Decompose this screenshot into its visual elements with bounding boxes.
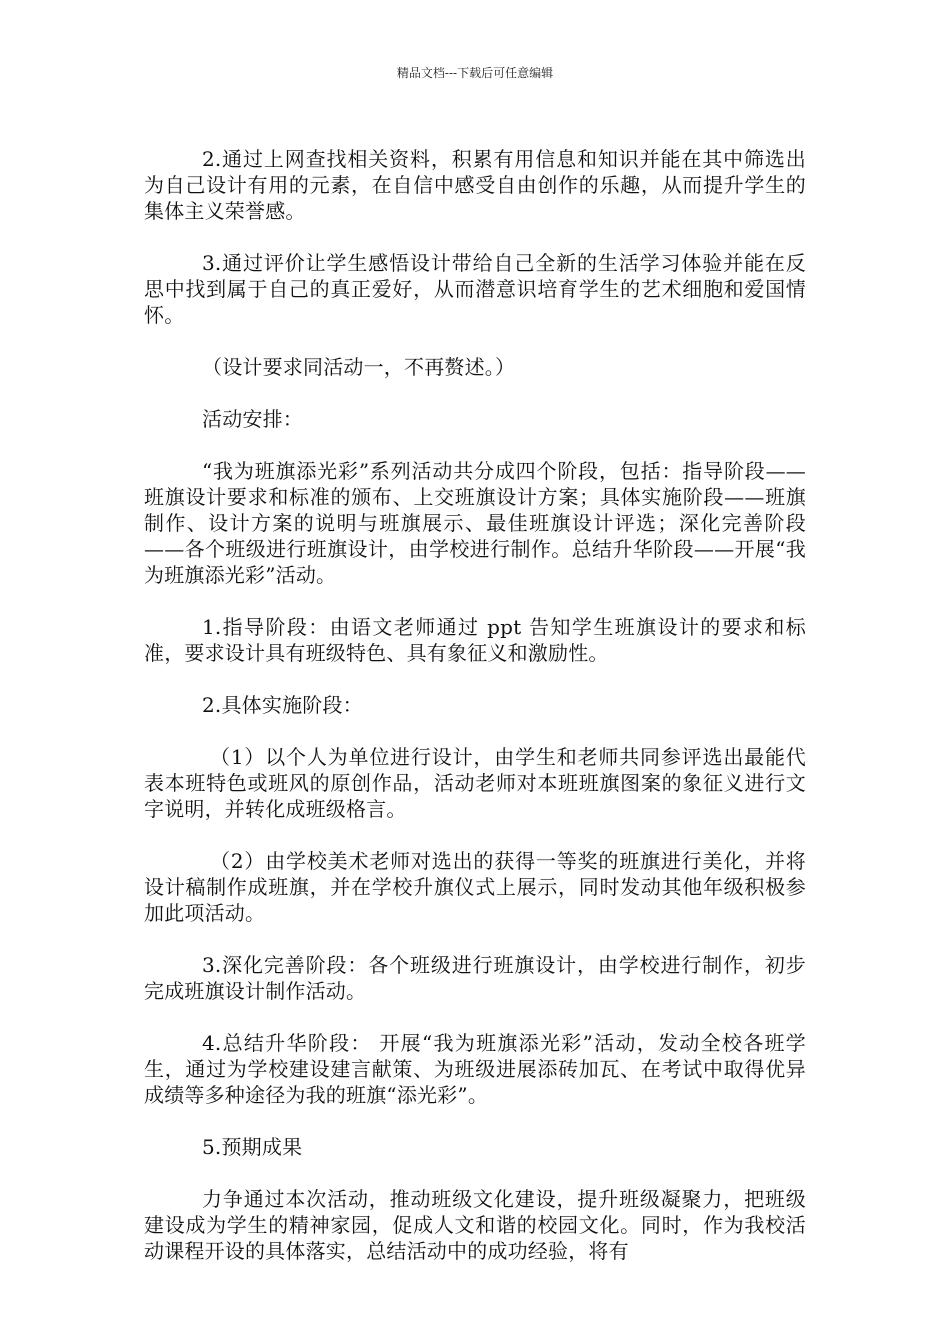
paragraph-objective-2: 2.通过上网查找相关资料，积累有用信息和知识并能在其中筛选出为自己设计有用的元素，在自信中感受自由创作的乐趣，从而提升学生的集体主义荣誉感。 xyxy=(144,147,806,223)
paragraph-stage-3: 3.深化完善阶段：各个班级进行班旗设计，由学校进行制作，初步完成班旗设计制作活动。 xyxy=(144,953,806,1003)
paragraph-stage-2-heading: 2.具体实施阶段： xyxy=(202,693,363,717)
paragraph-stage-4: 4.总结升华阶段： 开展“我为班旗添光彩”活动，发动全校各班学生，通过为学校建设建言献策、为班级进展添砖加瓦、在考试中取得优异成绩等多种途径为我的班旗“添光彩”。 xyxy=(144,1031,806,1107)
document-body xyxy=(144,146,806,1290)
paragraph-expected-results-heading: 5.预期成果 xyxy=(202,1135,303,1159)
paragraph-stage-2-item-1: （1）以个人为单位进行设计，由学生和老师共同参评选出最能代表本班特色或班风的原创作品，活动老师对本班班旗图案的象征义进行文字说明，并转化成班级格言。 xyxy=(144,745,806,821)
paragraph-activity-heading: 活动安排： xyxy=(202,407,303,431)
paragraph-design-note: （设计要求同活动一，不再赘述。） xyxy=(202,355,516,379)
paragraph-objective-3: 3.通过评价让学生感悟设计带给自己全新的生活学习体验并能在反思中找到属于自己的真正爱好，从而潜意识培育学生的艺术细胞和爱国情怀。 xyxy=(144,251,806,327)
page-header: 精品文档---下载后可任意编辑 xyxy=(396,66,554,80)
paragraph-stage-1: 1.指导阶段：由语文老师通过 ppt 告知学生班旗设计的要求和标准，要求设计具有班级特色、具有象征义和激励性。 xyxy=(144,615,806,665)
paragraph-stage-2-item-2: （2）由学校美术老师对选出的获得一等奖的班旗进行美化，并将设计稿制作成班旗，并在学校升旗仪式上展示，同时发动其他年级积极参加此项活动。 xyxy=(144,849,806,925)
paragraph-activity-overview: “我为班旗添光彩”系列活动共分成四个阶段，包括：指导阶段——班旗设计要求和标准的颁布、上交班旗设计方案；具体实施阶段——班旗制作、设计方案的说明与班旗展示、最佳班旗设计评选；深化完善阶段——各个班级进行班旗设计，由学校进行制作。总结升华阶段——开展“我为班旗添光彩”活动。 xyxy=(144,459,806,587)
paragraph-expected-results: 力争通过本次活动，推动班级文化建设，提升班级凝聚力，把班级建设成为学生的精神家园，促成人文和谐的校园文化。同时，作为我校活动课程开设的具体落实，总结活动中的成功经验，将有 xyxy=(144,1187,806,1263)
